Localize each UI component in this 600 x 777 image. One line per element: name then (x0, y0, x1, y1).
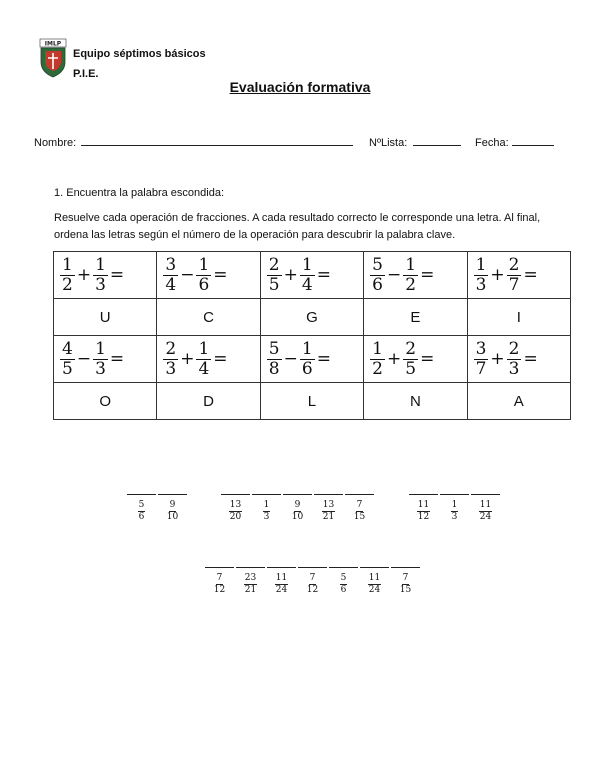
numerator: 1 (95, 338, 106, 359)
answer-blank[interactable] (251, 494, 282, 522)
fraction (300, 338, 315, 379)
numerator: 7 (216, 573, 223, 583)
answer-blank[interactable] (220, 494, 251, 522)
operator: − (283, 349, 298, 369)
operation-cell (157, 252, 260, 299)
numerator: 11 (368, 573, 381, 583)
denominator: 2 (405, 274, 417, 295)
operator: + (490, 265, 505, 285)
operation-cell (260, 252, 363, 299)
fraction (370, 254, 385, 295)
denominator: 4 (301, 274, 313, 295)
list-number-field[interactable] (369, 137, 461, 149)
numerator: 5 (268, 338, 280, 359)
fraction (138, 501, 146, 522)
denominator: 4 (198, 358, 210, 379)
denominator: 3 (263, 512, 270, 522)
fraction (163, 338, 178, 379)
svg-text:IMLP: IMLP (44, 40, 62, 48)
numerator: 1 (475, 254, 487, 275)
team-name: Equipo séptimos básicos (73, 48, 206, 60)
numerator: 1 (198, 338, 210, 359)
instruction-line: ordena las letras según el número de la operación para descubrir la palabra clave. (54, 229, 456, 241)
fraction (291, 501, 304, 522)
operation-cell (364, 252, 467, 299)
denominator: 7 (475, 358, 487, 379)
denominator: 10 (291, 512, 304, 522)
answer-blank[interactable] (282, 494, 313, 522)
operations-row (54, 336, 571, 383)
answer-group-3 (408, 494, 501, 522)
fraction (244, 574, 257, 595)
denominator: 3 (95, 274, 106, 295)
numerator: 2 (405, 338, 417, 359)
fraction-expression (474, 254, 570, 295)
denominator: 12 (306, 585, 319, 595)
answer-blank[interactable] (390, 567, 421, 595)
fraction (213, 574, 226, 595)
equals-sign: = (316, 349, 331, 369)
answer-blank[interactable] (359, 567, 390, 595)
name-label: Nombre: (34, 137, 77, 149)
denominator: 3 (508, 358, 520, 379)
denominator: 10 (166, 512, 179, 522)
letter-cell: D (157, 383, 260, 420)
fraction (60, 254, 75, 295)
list-line[interactable] (413, 145, 461, 146)
operator: + (180, 349, 195, 369)
operator: + (490, 349, 505, 369)
operator: − (180, 265, 195, 285)
date-line[interactable] (512, 145, 554, 146)
answer-blank[interactable] (328, 567, 359, 595)
fraction (300, 254, 315, 295)
denominator: 2 (62, 274, 73, 295)
denominator: 3 (95, 358, 106, 379)
numerator: 1 (301, 338, 313, 359)
letter-cell: C (157, 299, 260, 336)
numerator: 1 (301, 254, 313, 275)
denominator: 6 (138, 512, 145, 522)
letters-row (54, 383, 571, 420)
denominator: 5 (62, 358, 73, 379)
letters-row (54, 299, 571, 336)
fraction (399, 574, 412, 595)
answer-group-1 (126, 494, 188, 522)
numerator: 5 (372, 254, 383, 275)
answer-blank[interactable] (157, 494, 188, 522)
fraction (474, 254, 489, 295)
numerator: 2 (508, 338, 520, 359)
fraction (263, 501, 271, 522)
fraction (479, 501, 492, 522)
operation-cell (157, 336, 260, 383)
equals-sign: = (109, 349, 125, 369)
numerator: 3 (475, 338, 487, 359)
numerator: 9 (169, 500, 176, 510)
denominator: 5 (405, 358, 417, 379)
fraction-expression (163, 254, 259, 295)
numerator: 1 (95, 254, 106, 275)
fraction (340, 574, 348, 595)
numerator: 4 (62, 338, 73, 359)
equals-sign: = (420, 349, 435, 369)
question-item: 1. Encuentra la palabra escondida: (54, 187, 225, 199)
denominator: 7 (508, 274, 520, 295)
numerator: 2 (268, 254, 280, 275)
denominator: 24 (368, 585, 381, 595)
denominator: 15 (353, 512, 366, 522)
fraction-expression (267, 338, 363, 379)
answer-blank[interactable] (439, 494, 470, 522)
denominator: 24 (275, 585, 288, 595)
letter-cell: A (467, 383, 570, 420)
fraction-expression (370, 254, 466, 295)
fraction (196, 338, 211, 379)
fraction-expression (163, 338, 259, 379)
page-title: Evaluación formativa (229, 79, 371, 95)
answer-blank[interactable] (470, 494, 501, 522)
numerator: 5 (138, 500, 145, 510)
fraction (60, 338, 75, 379)
answer-blank[interactable] (266, 567, 297, 595)
answer-blank[interactable] (344, 494, 375, 522)
operation-cell (54, 336, 157, 383)
fraction (93, 338, 108, 379)
equals-sign: = (213, 349, 228, 369)
denominator: 5 (268, 274, 280, 295)
numerator: 11 (479, 500, 492, 510)
operator: + (387, 349, 402, 369)
numerator: 1 (405, 254, 417, 275)
numerator: 2 (165, 338, 177, 359)
fraction (322, 501, 335, 522)
operation-cell (54, 252, 157, 299)
denominator: 21 (244, 585, 257, 595)
fraction (451, 501, 459, 522)
fraction (353, 501, 366, 522)
denominator: 12 (417, 512, 430, 522)
answer-blank[interactable] (408, 494, 439, 522)
fraction (166, 501, 179, 522)
fraction-expression (474, 338, 570, 379)
fraction (474, 338, 489, 379)
name-line[interactable] (81, 145, 353, 146)
school-crest-logo (38, 38, 68, 78)
denominator: 12 (213, 585, 226, 595)
fraction (403, 254, 418, 295)
equals-sign: = (213, 265, 228, 285)
fraction (93, 254, 108, 295)
equals-sign: = (420, 265, 435, 285)
answer-blank[interactable] (204, 567, 235, 595)
operation-cell (260, 336, 363, 383)
fraction-expression (60, 338, 156, 379)
numerator: 11 (275, 573, 288, 583)
operation-cell (467, 252, 570, 299)
fraction (229, 501, 242, 522)
answer-blank[interactable] (126, 494, 157, 522)
fraction-expression (60, 254, 156, 295)
denominator: 6 (372, 274, 383, 295)
fraction (196, 254, 211, 295)
operator: + (283, 265, 298, 285)
fraction-expression (370, 338, 466, 379)
date-label: Fecha: (475, 137, 509, 149)
program-name: P.I.E. (73, 68, 99, 80)
fractions-table (53, 251, 571, 420)
denominator: 4 (165, 274, 177, 295)
answer-blank[interactable] (313, 494, 344, 522)
operation-cell (467, 336, 570, 383)
numerator: 13 (322, 500, 335, 510)
fraction (275, 574, 288, 595)
fraction (306, 574, 319, 595)
operator: + (76, 265, 92, 285)
equals-sign: = (523, 349, 538, 369)
numerator: 3 (165, 254, 177, 275)
date-field[interactable] (475, 137, 554, 149)
letter-cell: U (54, 299, 157, 336)
operator: − (387, 265, 402, 285)
letter-cell: L (260, 383, 363, 420)
letter-cell: N (364, 383, 467, 420)
letter-cell: I (467, 299, 570, 336)
fraction (267, 338, 282, 379)
denominator: 2 (372, 358, 383, 379)
operations-row (54, 252, 571, 299)
instruction-text (54, 210, 540, 244)
numerator: 13 (229, 500, 242, 510)
denominator: 6 (340, 585, 347, 595)
denominator: 3 (451, 512, 458, 522)
fraction (417, 501, 430, 522)
answer-group-4 (204, 567, 421, 595)
letter-cell: O (54, 383, 157, 420)
numerator: 11 (417, 500, 430, 510)
fraction (163, 254, 178, 295)
equals-sign: = (523, 265, 538, 285)
fraction (507, 254, 522, 295)
list-label: NºLista: (369, 137, 408, 149)
denominator: 3 (475, 274, 487, 295)
denominator: 20 (229, 512, 242, 522)
operation-cell (364, 336, 467, 383)
numerator: 1 (372, 338, 383, 359)
fraction (403, 338, 418, 379)
numerator: 7 (309, 573, 316, 583)
denominator: 21 (322, 512, 335, 522)
denominator: 8 (268, 358, 280, 379)
letter-cell: E (364, 299, 467, 336)
numerator: 7 (356, 500, 363, 510)
numerator: 1 (198, 254, 210, 275)
equals-sign: = (109, 265, 125, 285)
denominator: 3 (165, 358, 177, 379)
numerator: 1 (62, 254, 73, 275)
numerator: 7 (402, 573, 409, 583)
fraction (370, 338, 385, 379)
numerator: 2 (508, 254, 520, 275)
numerator: 1 (451, 500, 458, 510)
numerator: 9 (294, 500, 301, 510)
denominator: 6 (198, 274, 210, 295)
fraction (507, 338, 522, 379)
equals-sign: = (316, 265, 331, 285)
answer-group-2 (220, 494, 375, 522)
numerator: 1 (263, 500, 270, 510)
operator: − (76, 349, 92, 369)
answer-blank[interactable] (235, 567, 266, 595)
denominator: 24 (479, 512, 492, 522)
numerator: 5 (340, 573, 347, 583)
answer-blank[interactable] (297, 567, 328, 595)
denominator: 6 (301, 358, 313, 379)
letter-cell: G (260, 299, 363, 336)
name-field[interactable] (34, 137, 353, 149)
fraction (267, 254, 282, 295)
school-header (73, 44, 206, 84)
instruction-line: Resuelve cada operación de fracciones. A cada resultado correcto le corresponde una letra. Al final, (54, 212, 541, 224)
denominator: 15 (399, 585, 412, 595)
fraction-expression (267, 254, 363, 295)
numerator: 23 (244, 573, 257, 583)
fraction (368, 574, 381, 595)
